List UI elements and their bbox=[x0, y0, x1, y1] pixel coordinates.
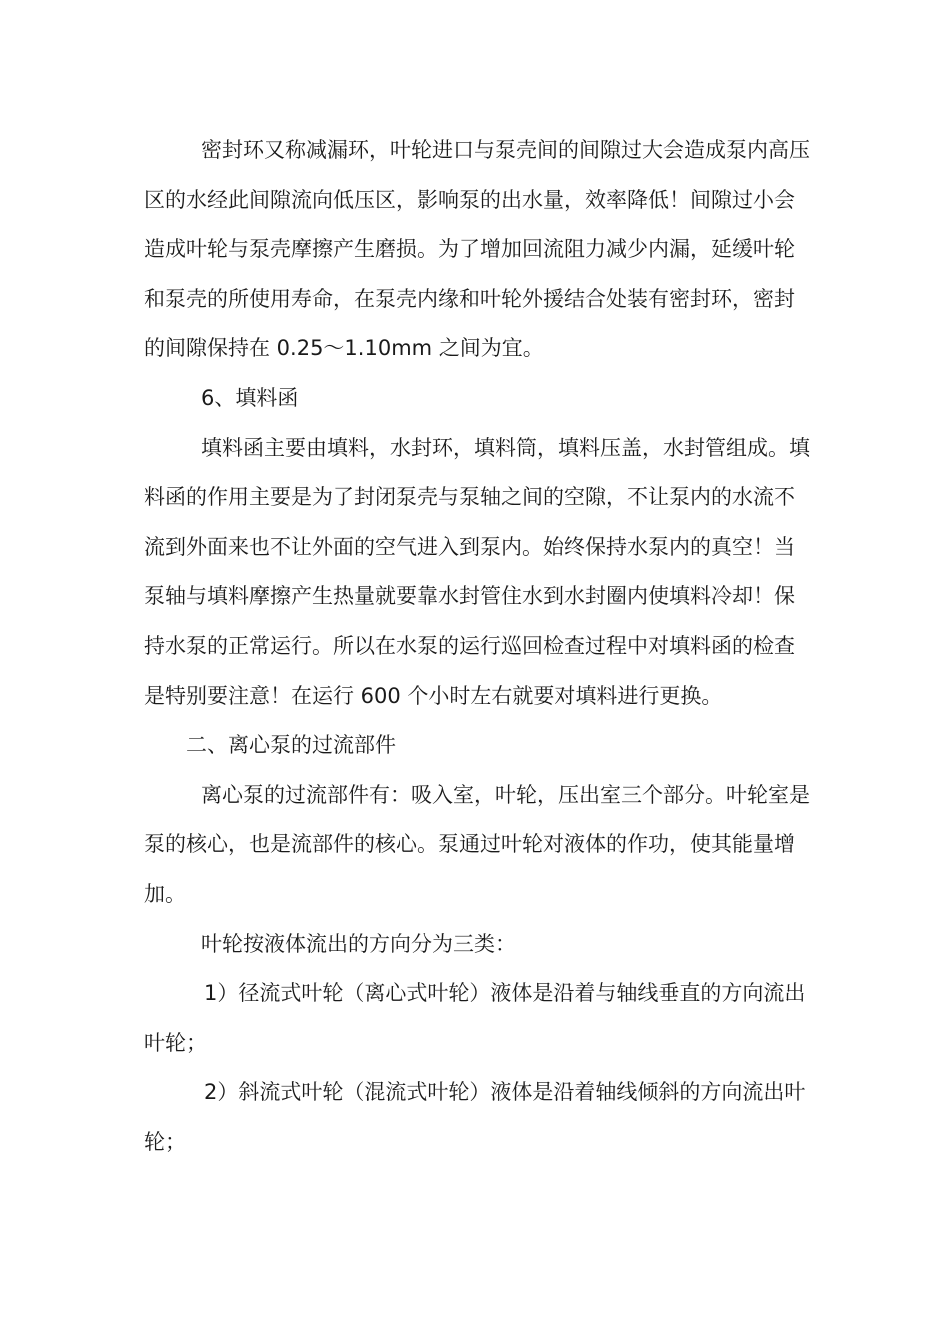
paragraph-stuffing-box: 填料函主要由填料，水封环，填料筒，填料压盖，水封管组成。填料函的作用主要是为了封闭泵壳与泵轴之间的空隙，不让泵内的水流不流到外面来也不让外面的空气进入到泵内。始终保持水泵内的真空！当泵轴与填料摩擦产生热量就要靠水封管住水到水封圈内使填料冷却！保持水泵的正常运行。所以在水泵的运行巡回检查过程中对填料函的检查是特别要注意！在运行 600 个小时左右就要对填料进行更换。 bbox=[144, 435, 810, 708]
paragraph-flow-parts: 离心泵的过流部件有：吸入室，叶轮，压出室三个部分。叶轮室是泵的核心，也是流部件的核心。泵通过叶轮对液体的作功，使其能量增加。 bbox=[144, 782, 810, 906]
list-item-mixed-flow-impeller: 2）斜流式叶轮（混流式叶轮）液体是沿着轴线倾斜的方向流出叶轮； bbox=[144, 1080, 806, 1154]
paragraph-seal-ring: 密封环又称减漏环，叶轮进口与泵壳间的间隙过大会造成泵内高压区的水经此间隙流向低压区，影响泵的出水量，效率降低！间隙过小会造成叶轮与泵壳摩擦产生磨损。为了增加回流阻力减少内漏，延缓叶轮和泵壳的所使用寿命，在泵壳内缘和叶轮外援结合处装有密封环，密封的间隙保持在 0.25～1.10mm 之间为宜。 bbox=[144, 138, 810, 361]
section-heading-stuffing-box: 6、填料函 bbox=[201, 385, 299, 410]
section-heading-flow-parts: 二、离心泵的过流部件 bbox=[186, 733, 396, 758]
paragraph-impeller-types-intro: 叶轮按液体流出的方向分为三类： bbox=[201, 931, 516, 956]
document-body bbox=[144, 126, 812, 1167]
list-item-radial-impeller: 1）径流式叶轮（离心式叶轮）液体是沿着与轴线垂直的方向流出叶轮； bbox=[144, 981, 806, 1055]
